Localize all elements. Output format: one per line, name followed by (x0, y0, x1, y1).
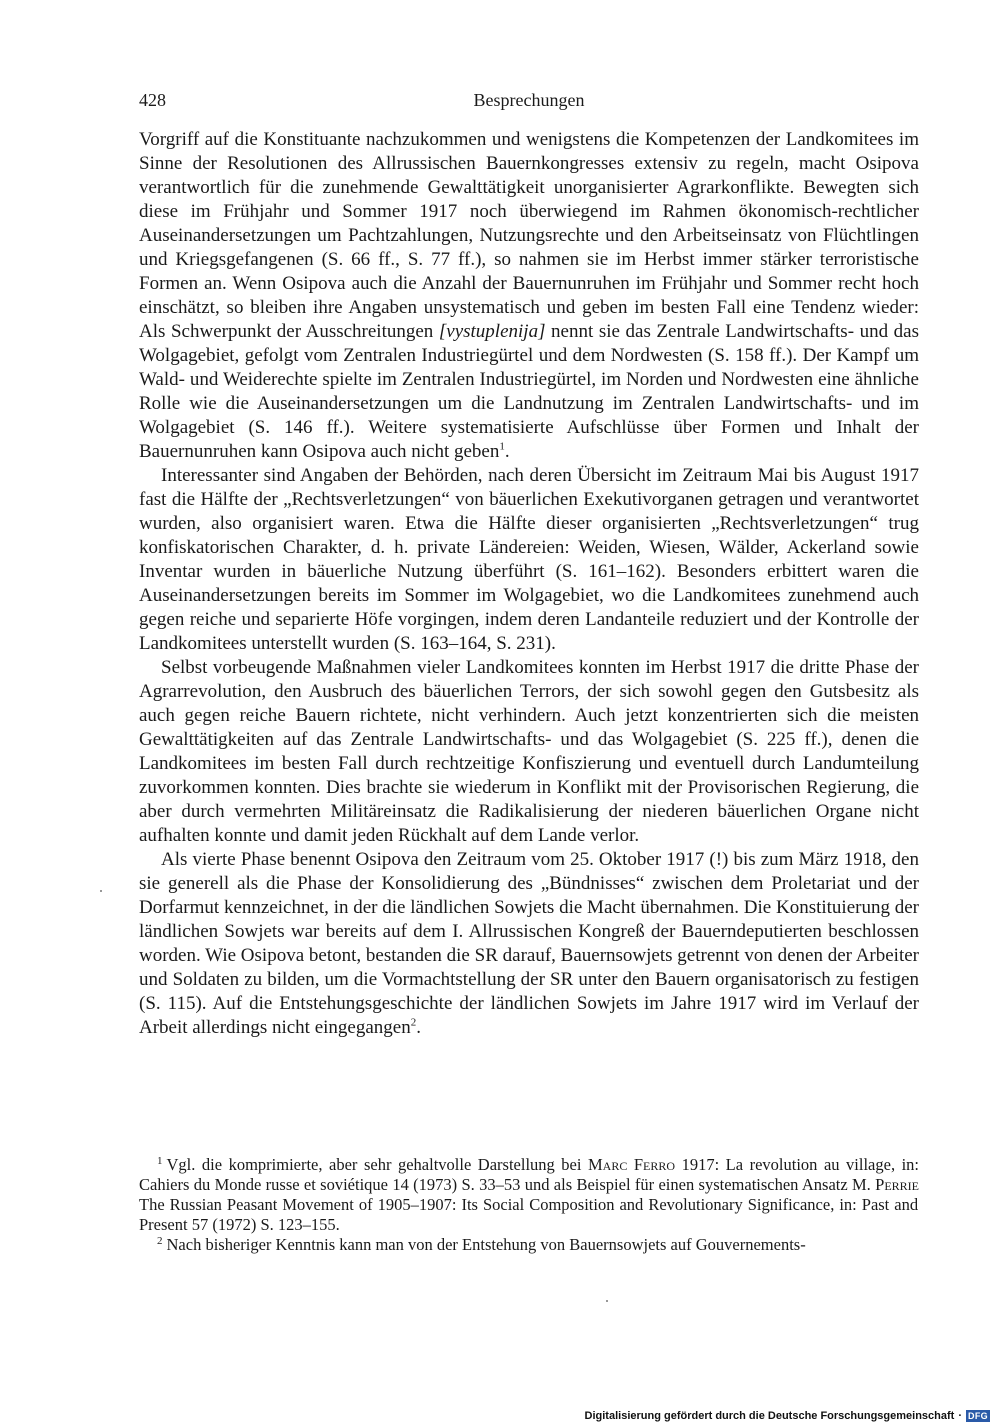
author-name: Perrie (875, 1175, 919, 1194)
page-number: 428 (139, 90, 166, 110)
text-run: Vgl. die komprimierte, aber sehr gehaltvolle Darstellung bei (166, 1155, 588, 1174)
dfg-logo: DFG (966, 1410, 990, 1422)
paragraph (139, 464, 919, 656)
footnote-marker: 1 (157, 1154, 163, 1167)
text-run: 1917: La revolution au village, in: Cahiers du Monde russe et soviétique 14 (1973) S. 33–53 und als Beispiel für einen systematischen Ansatz M. (139, 1155, 920, 1194)
text-run: Vorgriff auf die Konstituante nachzukommen und wenigstens die Kompetenzen der Landkomitees im Sinne der Resolutionen des Allrussischen Bauernkongresses extensiv zu regeln, macht Osipova verantwortlich für die zunehmende Gewalttätigkeit unorganisierter Agrarkonflikte. Bewegten sich diese im Frühjahr und Sommer 1917 noch überwiegend im Rahmen ökonomisch-rechtlicher Auseinandersetzungen um Pachtzahlungen, Nutzungsrechte und den Arbeitseinsatz von Flüchtlingen und Kriegsgefangenen (S. 66 ff., S. 77 ff.), so nahmen sie im Herbst immer stärker terroristische Formen an. Wenn Osipova auch die Anzahl der Bauernunruhen im Frühjahr und Sommer recht hoch einschätzt, so bleiben ihre Angaben unsystematisch und geben im besten Fall eine Tendenz wieder: Als Schwerpunkt der Ausschreitungen (139, 129, 919, 342)
separator-dot: · (958, 1410, 962, 1422)
main-text (139, 128, 919, 1040)
footnote (139, 1235, 919, 1255)
footnote-marker: 2 (157, 1234, 163, 1247)
footnote-reference: 1 (499, 440, 505, 453)
running-title: Besprechungen (473, 90, 585, 110)
text-run: Als vierte Phase benennt Osipova den Zeitraum vom 25. Oktober 1917 (!) bis zum März 1918, den sie generell als die Phase der Konsolidierung des „Bündnisses“ zwischen dem Proletariat und der Dorfarmut kennzeichnet, in der die ländlichen Sowjets die Macht übernahmen. Die Konstituierung der ländlichen Sowjets war bereits auf dem I. Allrussischen Kongreß der Bauerndeputierten beschlossen worden. Wie Osipova betont, bestanden die SR darauf, Bauernsowjets getrennt von denen der Arbeiter und Soldaten zu bilden, um die Vormachtstellung der SR unter den Bauern organisatorisch zu festigen (S. 115). Auf die Entstehungsgeschichte der ländlichen Sowjets im Jahre 1917 wird im Verlauf der Arbeit allerdings nicht eingegangen (139, 849, 919, 1038)
text-run: . (504, 441, 510, 462)
author-name: Marc Ferro (587, 1155, 676, 1174)
text-run: . (416, 1017, 421, 1038)
paragraph (139, 848, 919, 1040)
scan-speck (606, 1300, 608, 1302)
digitization-notice (585, 1410, 990, 1422)
text-run: Selbst vorbeugende Maßnahmen vieler Landkomitees konnten im Herbst 1917 die dritte Phase der Agrarrevolution, den Ausbruch des bäuerlichen Terrors, der sich sowohl gegen den Gutsbesitz als auch gegen reiche Bauern richtete, nicht verhindern. Auch jetzt konzentrierten sich die meisten Gewalttätigkeiten auf das Zentrale Landwirtschafts- und das Wolgagebiet (S. 225 ff.), denen die Landkomitees im besten Fall durch rechtzeitige Konfiszierung und eventuell durch Landumteilung zuvorkommen konnten. Dies brachte sie wiederum in Konflikt mit der Provisorischen Regierung, die aber durch vermehrten Militäreinsatz die Radikalisierung der niederen bäuerlichen Organe nicht aufhalten konnte und damit jeden Rückhalt auf dem Lande verlor. (139, 657, 919, 846)
scan-speck (100, 890, 102, 892)
text-run: Interessanter sind Angaben der Behörden, nach deren Übersicht im Zeitraum Mai bis August 1917 fast die Hälfte der „Rechtsverletzungen“ von bäuerlichen Exekutivorganen getragen und verantwortet wurden, also organisiert waren. Etwa die Hälfte dieser organisierten „Rechtsverletzungen“ trug konfiskatorischen Charakter, d. h. private Ländereien: Weiden, Wiesen, Wälder, Ackerland sowie Inventar wurden in bäuerliche Nutzung überführt (S. 161–162). Besonders erbittert waren die Auseinandersetzungen bereits im Sommer im Wolgagebiet, wo die Landkomitees zunehmend auch gegen reiche und separierte Höfe vorgingen, indem deren Landanteile reduziert und der Kontrolle der Landkomitees unterstellt wurden (S. 163–164, S. 231). (139, 465, 919, 654)
text-run: nennt sie das Zentrale Landwirtschafts- und das Wolgagebiet, gefolgt vom Zentralen Industriegürtel und dem Nordwesten (S. 158 ff.). Der Kampf um Wald- und Weiderechte spielte im Zentralen Industriegürtel, im Norden und Nordwesten eine ähnliche Rolle wie die Auseinandersetzungen um die Landnutzung im Zentralen Landwirtschafts- und im Wolgagebiet (S. 146 ff.). Weitere systematisierte Aufschlüsse über Formen und Inhalt der Bauernunruhen kann Osipova auch nicht geben (139, 321, 920, 462)
page-header (139, 90, 919, 114)
digitization-notice-text: Digitalisierung gefördert durch die Deutsche Forschungsgemeinschaft (584, 1410, 955, 1422)
text-run: Nach bisheriger Kenntnis kann man von der Entstehung von Bauernsowjets auf Gouvernements- (166, 1235, 806, 1254)
footnotes (139, 1155, 919, 1255)
footnote (139, 1155, 919, 1235)
footnote-reference: 2 (410, 1016, 417, 1029)
paragraph (139, 128, 919, 464)
text-run: The Russian Peasant Movement of 1905–1907: Its Social Composition and Revolutionary Significance, in: Past and Present 57 (1972) S. 123–155. (139, 1195, 919, 1234)
italic-term: [vystuplenija] (438, 321, 546, 342)
paragraph (139, 656, 919, 848)
